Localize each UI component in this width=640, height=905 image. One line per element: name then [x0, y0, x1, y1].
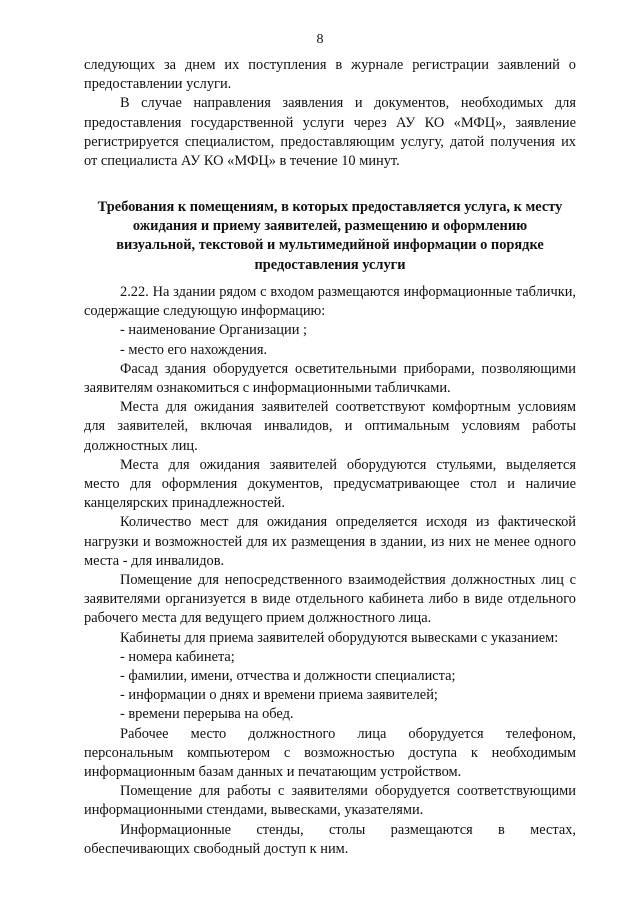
paragraph-mfc-registration: В случае направления заявления и документов, необходимых для предоставления государственной услуги через АУ КО «МФЦ», заявление регистрируется специалистом, предоставляющим услугу, датой получения их от специалиста АУ КО «МФЦ» в течение 10 минут.	[84, 95, 576, 170]
page-number: 8	[316, 32, 324, 47]
list-item-reception-hours: - информации о днях и времени приема заявителей;	[120, 687, 438, 704]
paragraph-waiting-places: Места для ожидания заявителей соответствуют комфортным условиям для заявителей, включая инвалидов, и оптимальным условиям работы должностных лиц.	[84, 399, 576, 454]
list-item-org-name: - наименование Организации ;	[120, 322, 308, 339]
list-item-lunch-break: - времени перерыва на обед.	[120, 706, 294, 723]
intro-text-block	[84, 56, 576, 171]
list-item-location: - место его нахождения.	[120, 341, 268, 358]
section-heading: Требования к помещениям, в которых предоставляется услуга, к месту ожидания и приему заявителей, размещению и оформлению визуальной, текстовой и мультимедийной информации о порядке предоставления услуги	[97, 199, 563, 273]
list-item-office-number: - номера кабинета;	[120, 648, 235, 665]
paragraph-facade: Фасад здания оборудуется осветительными приборами, позволяющими заявителям ознакомиться с информационными табличками.	[84, 360, 576, 397]
list-item-specialist-name: - фамилии, имени, отчества и должности специалиста;	[120, 668, 456, 685]
paragraph-work-room: Помещение для работы с заявителями оборудуется соответствующими информационными стендами, вывесками, указателями.	[84, 783, 576, 819]
paragraph-waiting-equipment: Места для ожидания заявителей оборудуются стульями, выделяется место для оформления документов, предусматривающее стол и наличие канцелярских принадлежностей.	[84, 456, 576, 512]
main-text-block	[84, 283, 576, 859]
paragraph-office-signs: Кабинеты для приема заявителей оборудуются вывесками с указанием:	[120, 629, 559, 646]
paragraph-info-plates: 2.22. На здании рядом с входом размещаются информационные таблички, содержащие следующую информацию:	[84, 284, 576, 320]
paragraph-workplace: Рабочее место должностного лица оборудуется телефоном, персональным компьютером с возможностью доступа к необходимым информационным базам данных и печатающим устройством.	[84, 725, 576, 781]
paragraph-seat-count: Количество мест для ожидания определяется исходя из фактической нагрузки и возможностей для их размещения в здании, из них не менее одного места - для инвалидов.	[84, 514, 576, 569]
paragraph-info-stands: Информационные стенды, столы размещаются в местах, обеспечивающих свободный доступ к ним.	[84, 821, 576, 857]
paragraph-continuation: следующих за днем их поступления в журнале регистрации заявлений о предоставлении услуги.	[84, 57, 576, 93]
paragraph-interaction-room: Помещение для непосредственного взаимодействия должностных лиц с заявителями организуется в виде отдельного кабинета либо в виде отдельного рабочего места для ведущего прием должностного лица.	[84, 572, 576, 627]
